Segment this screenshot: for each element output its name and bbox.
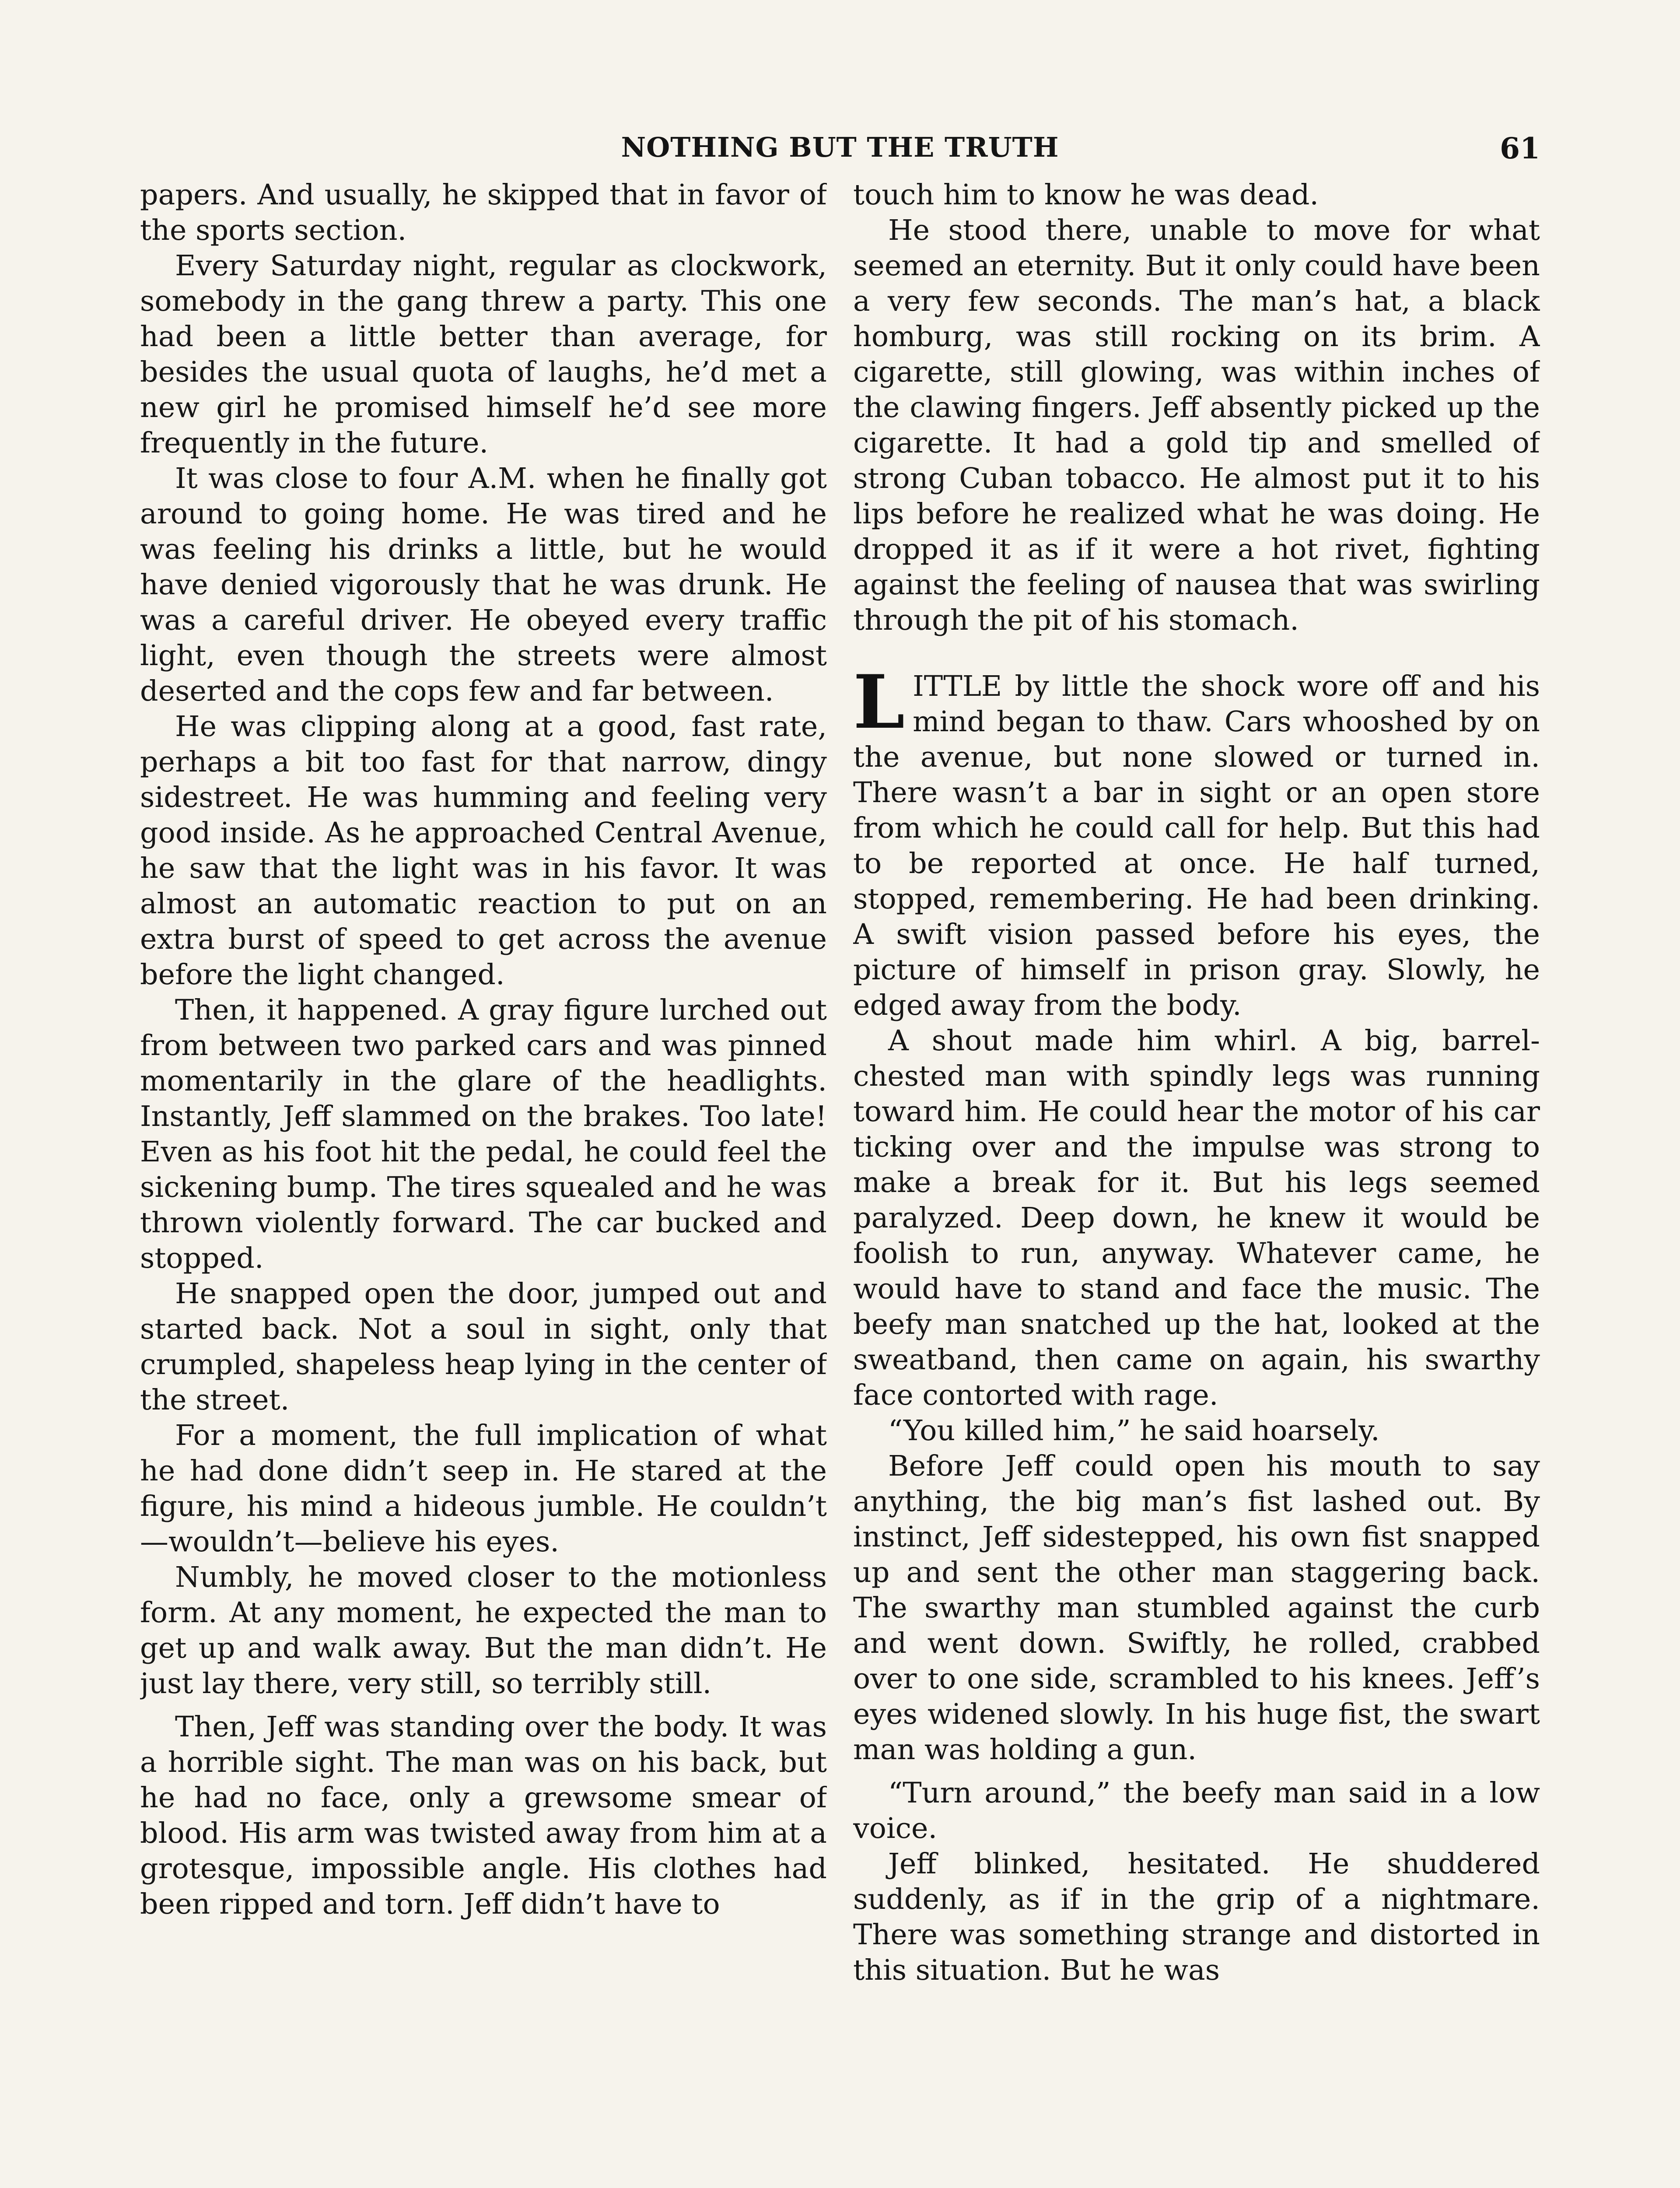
paragraph: “Turn around,” the beefy man said in a low voice. xyxy=(853,1777,1540,1845)
paragraph: Then, Jeff was standing over the body. It was a horrible sight. The man was on his back, but he had no face, only a grewsome smear of blood. His arm was twisted away from him at a grotesque, impossible angle. His clothes had been ripped and torn. Jeff didn’t have to xyxy=(140,1711,827,1921)
paragraph: Then, it happened. A gray figure lurched out from between two parked cars and was pinned momentarily in the glare of the headlights. Instantly, Jeff slammed on the brakes. Too late! Even as his foot hit the pedal, he could feel the sickening bump. The tires squealed and he was thrown violently forward. The car bucked and stopped. xyxy=(140,994,827,1275)
paragraph: He stood there, unable to move for what seemed an eternity. But it only could have been a very few seconds. The man’s hat, a black homburg, was still rocking on its brim. A cigarette, still glowing, was within inches of the clawing fingers. Jeff absently picked up the cigarette. It had a gold tip and smelled of strong Cuban tobacco. He almost put it to his lips before he realized what he was doing. He dropped it as if it were a hot rivet, fighting against the feeling of nausea that was swirling through the pit of his stomach. xyxy=(853,214,1540,637)
paragraph: He was clipping along at a good, fast rate, perhaps a bit too fast for that narrow, dingy sidestreet. He was humming and feeling very good inside. As he approached Central Avenue, he saw that the light was in his favor. It was almost an automatic reaction to put on an extra burst of speed to get across the avenue before the light changed. xyxy=(140,710,827,991)
section-break-paragraph xyxy=(853,659,1540,1023)
paragraph: Every Saturday night, regular as clockwork, somebody in the gang threw a party. This one had been a little better than average, for besides the usual quota of laughs, he’d met a new girl he promised himself he’d see more frequently in the future. xyxy=(140,249,827,459)
paragraph: touch him to know he was dead. xyxy=(853,179,1319,211)
section-break-text: ITTLE by little the shock wore off and his mind began to thaw. Cars whooshed by on the avenue, but none slowed or turned in. There wasn’t a bar in sight or an open store from which he could call for help. But this had to be reported at once. He half turned, stopped, remembering. He had been drinking. A swift vision passed before his eyes, the picture of himself in prison gray. Slowly, he edged away from the body. xyxy=(853,670,1540,1022)
paragraph: A shout made him whirl. A big, barrel-chested man with spindly legs was running toward him. He could hear the motor of his car ticking over and the impulse was strong to make a break for it. But his legs seemed paralyzed. Deep down, he knew it would be foolish to run, anyway. Whatever came, he would have to stand and face the music. The beefy man snatched up the hat, looked at the sweatband, then came on again, his swarthy face contorted with rage. xyxy=(853,1024,1540,1412)
paragraph: It was close to four A.M. when he finally got around to going home. He was tired and he was feeling his drinks a little, but he would have denied vigorously that he was drunk. He was a careful driver. He obeyed every traffic light, even though the streets were almost deserted and the cops few and far between. xyxy=(140,462,827,708)
paragraph: He snapped open the door, jumped out and started back. Not a soul in sight, only that crumpled, shapeless heap lying in the center of the street. xyxy=(140,1277,827,1417)
paragraph: For a moment, the full implication of what he had done didn’t seep in. He stared at the figure, his mind a hideous jumble. He couldn’t—wouldn’t—believe his eyes. xyxy=(140,1419,827,1558)
paragraph: papers. And usually, he skipped that in favor of the sports section. xyxy=(140,179,827,247)
paragraph: “You killed him,” he said hoarsely. xyxy=(888,1414,1380,1447)
paragraph: Jeff blinked, hesitated. He shuddered suddenly, as if in the grip of a nightmare. There was something strange and distorted in this situation. But he was xyxy=(853,1848,1540,1987)
paragraph: Numbly, he moved closer to the motionless form. At any moment, he expected the man to get up and walk away. But the man didn’t. He just lay there, very still, so terribly still. xyxy=(140,1561,827,1700)
drop-cap: L xyxy=(853,659,905,745)
page-number: 61 xyxy=(1500,131,1540,165)
running-title: NOTHING BUT THE TRUTH xyxy=(621,131,1059,163)
paragraph: Before Jeff could open his mouth to say anything, the big man’s fist lashed out. By instinct, Jeff sidestepped, his own fist snapped up and sent the other man staggering back. The swarthy man stumbled against the curb and went down. Swiftly, he rolled, crabbed over to one side, scrambled to his knees. Jeff’s eyes widened slowly. In his huge fist, the swart man was holding a gun. xyxy=(853,1450,1540,1766)
left-column xyxy=(140,177,827,2188)
page-header xyxy=(140,131,1540,171)
right-column xyxy=(853,177,1540,2188)
story-columns xyxy=(140,177,1540,2188)
